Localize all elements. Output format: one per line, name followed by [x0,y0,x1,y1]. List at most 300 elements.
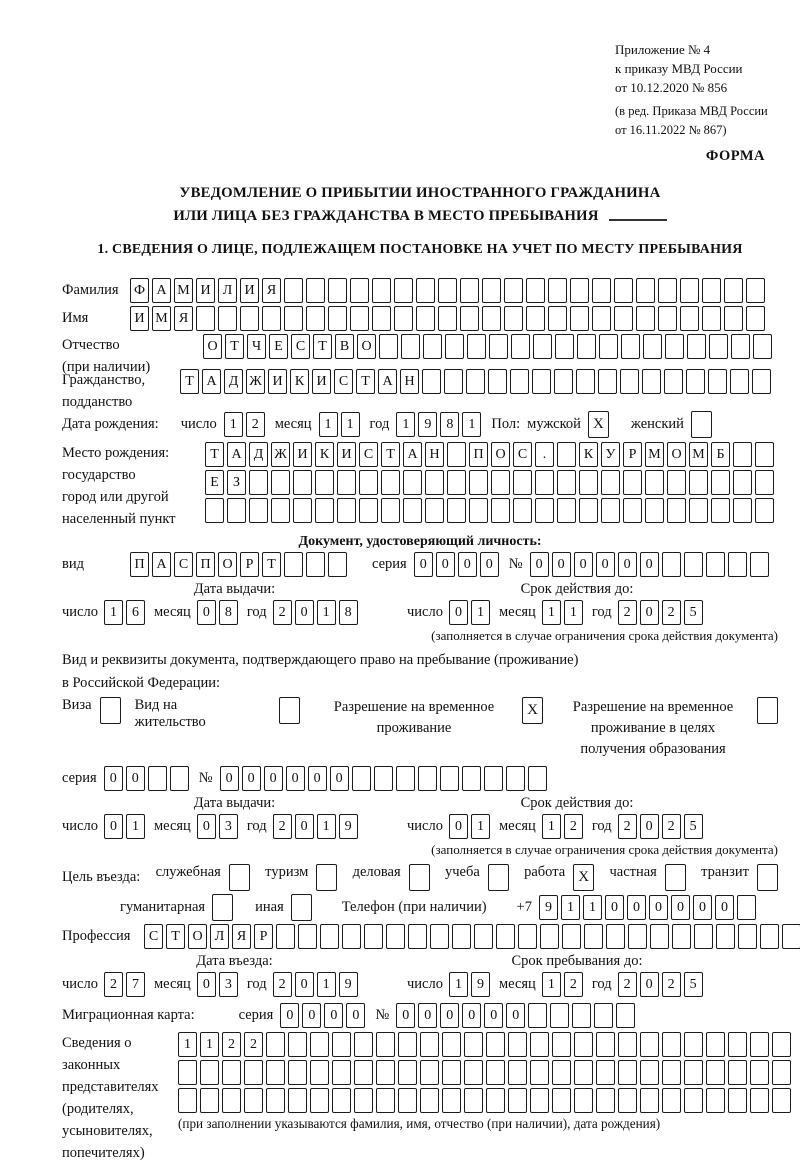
char-cell[interactable] [689,470,708,495]
char-cell[interactable]: 8 [339,600,358,625]
char-cell[interactable] [394,278,413,303]
char-cell[interactable] [533,334,552,359]
char-cell[interactable] [550,1003,569,1028]
char-cell[interactable]: 2 [564,814,583,839]
char-cell[interactable] [379,334,398,359]
char-cell[interactable]: А [152,552,171,577]
char-cell[interactable]: З [227,470,246,495]
char-cell[interactable]: 9 [539,895,558,920]
char-cell[interactable] [489,334,508,359]
char-cell[interactable]: 0 [197,972,216,997]
char-cell[interactable]: 0 [506,1003,525,1028]
char-cell[interactable]: 0 [640,600,659,625]
purpose-transit-checkbox[interactable] [757,864,778,891]
char-cell[interactable] [464,1060,483,1085]
purpose-official-checkbox[interactable] [229,864,250,891]
char-cell[interactable] [445,334,464,359]
char-cell[interactable]: 1 [542,814,561,839]
purpose-humanitarian-checkbox[interactable] [212,894,233,921]
char-cell[interactable] [510,369,529,394]
char-cell[interactable]: 9 [471,972,490,997]
char-cell[interactable] [528,766,547,791]
char-cell[interactable] [486,1060,505,1085]
char-cell[interactable]: И [268,369,287,394]
char-cell[interactable]: 2 [618,600,637,625]
char-cell[interactable] [528,1003,547,1028]
char-cell[interactable] [288,1032,307,1057]
char-cell[interactable] [596,1060,615,1085]
char-cell[interactable] [623,470,642,495]
purpose-study-checkbox[interactable] [488,864,509,891]
char-cell[interactable]: 0 [693,895,712,920]
char-cell[interactable] [266,1032,285,1057]
char-cell[interactable]: 0 [530,552,549,577]
char-cell[interactable] [557,442,576,467]
char-cell[interactable]: К [315,442,334,467]
char-cell[interactable] [640,1032,659,1057]
purpose-private-checkbox[interactable] [665,864,686,891]
char-cell[interactable] [482,278,501,303]
char-cell[interactable] [423,334,442,359]
char-cell[interactable] [420,1032,439,1057]
char-cell[interactable]: 1 [583,895,602,920]
char-cell[interactable] [293,498,312,523]
char-cell[interactable] [513,498,532,523]
char-cell[interactable] [554,369,573,394]
char-cell[interactable] [750,1060,769,1085]
char-cell[interactable]: Я [232,924,251,949]
char-cell[interactable] [592,306,611,331]
char-cell[interactable]: С [174,552,193,577]
char-cell[interactable] [540,924,559,949]
char-cell[interactable] [148,766,167,791]
char-cell[interactable]: 1 [542,972,561,997]
char-cell[interactable] [200,1088,219,1113]
char-cell[interactable] [381,470,400,495]
char-cell[interactable] [416,306,435,331]
char-cell[interactable]: 1 [471,814,490,839]
char-cell[interactable] [416,278,435,303]
char-cell[interactable]: К [579,442,598,467]
char-cell[interactable] [306,278,325,303]
char-cell[interactable]: О [491,442,510,467]
char-cell[interactable]: 1 [449,972,468,997]
char-cell[interactable] [658,306,677,331]
char-cell[interactable] [288,1060,307,1085]
char-cell[interactable] [200,1060,219,1085]
visa-checkbox[interactable] [100,697,121,724]
char-cell[interactable] [178,1088,197,1113]
char-cell[interactable] [354,1088,373,1113]
char-cell[interactable] [491,470,510,495]
char-cell[interactable] [504,306,523,331]
char-cell[interactable] [584,924,603,949]
char-cell[interactable] [320,924,339,949]
char-cell[interactable]: 0 [618,552,637,577]
char-cell[interactable] [728,552,747,577]
char-cell[interactable] [645,498,664,523]
char-cell[interactable]: Д [249,442,268,467]
char-cell[interactable] [310,1088,329,1113]
char-cell[interactable] [579,498,598,523]
char-cell[interactable] [462,766,481,791]
char-cell[interactable]: И [312,369,331,394]
char-cell[interactable]: 0 [302,1003,321,1028]
char-cell[interactable] [596,1088,615,1113]
char-cell[interactable] [460,278,479,303]
char-cell[interactable] [618,1032,637,1057]
char-cell[interactable] [555,334,574,359]
char-cell[interactable] [750,1088,769,1113]
char-cell[interactable] [557,470,576,495]
char-cell[interactable] [640,1060,659,1085]
residence-permit-checkbox[interactable] [279,697,300,724]
char-cell[interactable]: В [335,334,354,359]
char-cell[interactable] [706,552,725,577]
char-cell[interactable]: 0 [627,895,646,920]
char-cell[interactable]: 0 [640,972,659,997]
char-cell[interactable] [601,470,620,495]
char-cell[interactable] [420,1060,439,1085]
char-cell[interactable]: 0 [552,552,571,577]
char-cell[interactable] [640,1088,659,1113]
char-cell[interactable]: О [203,334,222,359]
char-cell[interactable] [196,306,215,331]
char-cell[interactable] [422,369,441,394]
char-cell[interactable]: М [152,306,171,331]
char-cell[interactable] [337,498,356,523]
char-cell[interactable]: 1 [178,1032,197,1057]
char-cell[interactable] [447,498,466,523]
char-cell[interactable] [271,498,290,523]
char-cell[interactable] [535,470,554,495]
char-cell[interactable] [205,498,224,523]
char-cell[interactable] [328,306,347,331]
char-cell[interactable] [645,470,664,495]
char-cell[interactable] [288,1088,307,1113]
char-cell[interactable] [359,498,378,523]
char-cell[interactable] [266,1060,285,1085]
char-cell[interactable]: 2 [564,972,583,997]
char-cell[interactable]: П [130,552,149,577]
char-cell[interactable] [315,470,334,495]
char-cell[interactable] [442,1088,461,1113]
char-cell[interactable]: 0 [286,766,305,791]
char-cell[interactable] [737,895,756,920]
char-cell[interactable]: Т [166,924,185,949]
char-cell[interactable] [438,278,457,303]
char-cell[interactable]: 2 [273,972,292,997]
char-cell[interactable]: С [291,334,310,359]
char-cell[interactable]: . [535,442,554,467]
char-cell[interactable] [716,924,735,949]
char-cell[interactable]: 2 [662,600,681,625]
char-cell[interactable]: 0 [640,814,659,839]
char-cell[interactable] [376,1088,395,1113]
char-cell[interactable] [724,306,743,331]
char-cell[interactable]: 1 [200,1032,219,1057]
char-cell[interactable]: 1 [542,600,561,625]
char-cell[interactable] [396,766,415,791]
char-cell[interactable]: 0 [436,552,455,577]
char-cell[interactable]: 0 [574,552,593,577]
char-cell[interactable]: 0 [649,895,668,920]
char-cell[interactable] [570,278,589,303]
char-cell[interactable]: Р [254,924,273,949]
char-cell[interactable]: 0 [280,1003,299,1028]
char-cell[interactable]: 0 [671,895,690,920]
char-cell[interactable]: 5 [684,972,703,997]
char-cell[interactable] [381,498,400,523]
char-cell[interactable]: И [240,278,259,303]
char-cell[interactable]: 0 [220,766,239,791]
char-cell[interactable] [706,1032,725,1057]
char-cell[interactable] [530,1060,549,1085]
char-cell[interactable]: 0 [308,766,327,791]
char-cell[interactable] [374,766,393,791]
char-cell[interactable] [447,442,466,467]
char-cell[interactable] [667,498,686,523]
char-cell[interactable]: 0 [295,972,314,997]
char-cell[interactable] [293,470,312,495]
char-cell[interactable]: Ч [247,334,266,359]
purpose-business-checkbox[interactable] [409,864,430,891]
char-cell[interactable]: Е [269,334,288,359]
char-cell[interactable] [636,306,655,331]
char-cell[interactable] [315,498,334,523]
char-cell[interactable]: 8 [219,600,238,625]
char-cell[interactable] [562,924,581,949]
char-cell[interactable]: 7 [126,972,145,997]
char-cell[interactable]: А [378,369,397,394]
char-cell[interactable] [306,552,325,577]
char-cell[interactable] [372,278,391,303]
char-cell[interactable]: 3 [219,972,238,997]
char-cell[interactable] [394,306,413,331]
char-cell[interactable] [469,498,488,523]
char-cell[interactable] [332,1088,351,1113]
char-cell[interactable] [504,278,523,303]
char-cell[interactable]: 1 [317,972,336,997]
char-cell[interactable]: 2 [662,814,681,839]
char-cell[interactable]: Т [205,442,224,467]
char-cell[interactable]: 0 [197,814,216,839]
char-cell[interactable]: 0 [396,1003,415,1028]
char-cell[interactable] [469,470,488,495]
char-cell[interactable] [262,306,281,331]
char-cell[interactable] [482,306,501,331]
char-cell[interactable] [772,1032,791,1057]
temp-residence-checkbox[interactable]: X [522,697,543,724]
char-cell[interactable] [579,470,598,495]
char-cell[interactable] [491,498,510,523]
char-cell[interactable]: Я [262,278,281,303]
char-cell[interactable]: У [601,442,620,467]
char-cell[interactable]: 5 [684,814,703,839]
char-cell[interactable] [354,1060,373,1085]
char-cell[interactable] [403,498,422,523]
char-cell[interactable] [724,278,743,303]
char-cell[interactable] [376,1060,395,1085]
char-cell[interactable] [730,369,749,394]
char-cell[interactable] [508,1088,527,1113]
char-cell[interactable]: Т [381,442,400,467]
char-cell[interactable] [350,278,369,303]
char-cell[interactable]: 9 [418,412,437,437]
char-cell[interactable] [592,278,611,303]
char-cell[interactable] [552,1032,571,1057]
char-cell[interactable] [680,278,699,303]
char-cell[interactable] [442,1060,461,1085]
char-cell[interactable] [328,552,347,577]
char-cell[interactable]: 0 [458,552,477,577]
char-cell[interactable] [684,1060,703,1085]
char-cell[interactable] [271,470,290,495]
char-cell[interactable]: 1 [126,814,145,839]
char-cell[interactable]: 2 [618,814,637,839]
char-cell[interactable]: И [293,442,312,467]
char-cell[interactable]: 0 [480,552,499,577]
char-cell[interactable] [284,552,303,577]
char-cell[interactable]: И [130,306,149,331]
char-cell[interactable] [662,1060,681,1085]
char-cell[interactable]: 0 [264,766,283,791]
char-cell[interactable] [662,1088,681,1113]
char-cell[interactable] [447,470,466,495]
char-cell[interactable] [574,1088,593,1113]
char-cell[interactable] [466,369,485,394]
char-cell[interactable]: П [196,552,215,577]
char-cell[interactable] [755,498,774,523]
char-cell[interactable]: Ф [130,278,149,303]
char-cell[interactable] [398,1060,417,1085]
char-cell[interactable] [618,1088,637,1113]
char-cell[interactable] [708,369,727,394]
char-cell[interactable] [711,470,730,495]
char-cell[interactable] [728,1060,747,1085]
char-cell[interactable]: Т [356,369,375,394]
char-cell[interactable]: Р [240,552,259,577]
char-cell[interactable] [557,498,576,523]
char-cell[interactable] [598,369,617,394]
char-cell[interactable]: Л [210,924,229,949]
char-cell[interactable]: 0 [242,766,261,791]
char-cell[interactable] [332,1032,351,1057]
char-cell[interactable] [530,1032,549,1057]
char-cell[interactable]: 0 [126,766,145,791]
char-cell[interactable] [548,278,567,303]
char-cell[interactable]: 1 [564,600,583,625]
char-cell[interactable] [750,552,769,577]
char-cell[interactable] [178,1060,197,1085]
char-cell[interactable]: 0 [449,600,468,625]
char-cell[interactable]: П [469,442,488,467]
char-cell[interactable] [222,1088,241,1113]
char-cell[interactable]: 0 [715,895,734,920]
char-cell[interactable]: Д [224,369,243,394]
char-cell[interactable] [530,1088,549,1113]
char-cell[interactable] [702,306,721,331]
char-cell[interactable]: 2 [273,600,292,625]
char-cell[interactable] [364,924,383,949]
char-cell[interactable] [552,1060,571,1085]
char-cell[interactable] [306,306,325,331]
char-cell[interactable] [372,306,391,331]
char-cell[interactable] [518,924,537,949]
char-cell[interactable] [620,369,639,394]
char-cell[interactable] [628,924,647,949]
char-cell[interactable]: И [337,442,356,467]
char-cell[interactable] [728,1032,747,1057]
char-cell[interactable] [401,334,420,359]
char-cell[interactable]: 1 [317,814,336,839]
temp-residence-education-checkbox[interactable] [757,697,778,724]
char-cell[interactable]: 1 [396,412,415,437]
char-cell[interactable]: С [359,442,378,467]
char-cell[interactable]: А [202,369,221,394]
char-cell[interactable]: 6 [126,600,145,625]
char-cell[interactable] [464,1032,483,1057]
sex-female-checkbox[interactable] [691,411,712,438]
char-cell[interactable] [621,334,640,359]
char-cell[interactable]: 0 [197,600,216,625]
char-cell[interactable] [328,278,347,303]
char-cell[interactable] [577,334,596,359]
char-cell[interactable] [672,924,691,949]
char-cell[interactable] [642,369,661,394]
char-cell[interactable] [684,1088,703,1113]
char-cell[interactable] [376,1032,395,1057]
char-cell[interactable] [709,334,728,359]
char-cell[interactable]: 1 [224,412,243,437]
char-cell[interactable] [755,442,774,467]
char-cell[interactable] [733,498,752,523]
char-cell[interactable] [398,1088,417,1113]
char-cell[interactable]: М [174,278,193,303]
char-cell[interactable]: 2 [273,814,292,839]
char-cell[interactable]: Н [400,369,419,394]
char-cell[interactable] [614,306,633,331]
char-cell[interactable]: Т [225,334,244,359]
char-cell[interactable]: Т [180,369,199,394]
char-cell[interactable] [464,1088,483,1113]
char-cell[interactable]: 2 [244,1032,263,1057]
char-cell[interactable] [760,924,779,949]
char-cell[interactable] [332,1060,351,1085]
char-cell[interactable] [706,1088,725,1113]
char-cell[interactable] [442,1032,461,1057]
char-cell[interactable] [623,498,642,523]
char-cell[interactable]: Н [425,442,444,467]
char-cell[interactable]: С [334,369,353,394]
char-cell[interactable]: 1 [319,412,338,437]
char-cell[interactable]: 0 [104,814,123,839]
char-cell[interactable] [420,1088,439,1113]
char-cell[interactable]: 0 [605,895,624,920]
char-cell[interactable] [667,470,686,495]
char-cell[interactable] [599,334,618,359]
char-cell[interactable] [733,470,752,495]
char-cell[interactable] [244,1088,263,1113]
char-cell[interactable] [276,924,295,949]
char-cell[interactable]: Р [623,442,642,467]
char-cell[interactable] [755,470,774,495]
char-cell[interactable]: 0 [295,814,314,839]
char-cell[interactable] [618,1060,637,1085]
char-cell[interactable] [752,369,771,394]
char-cell[interactable] [249,470,268,495]
char-cell[interactable]: О [667,442,686,467]
